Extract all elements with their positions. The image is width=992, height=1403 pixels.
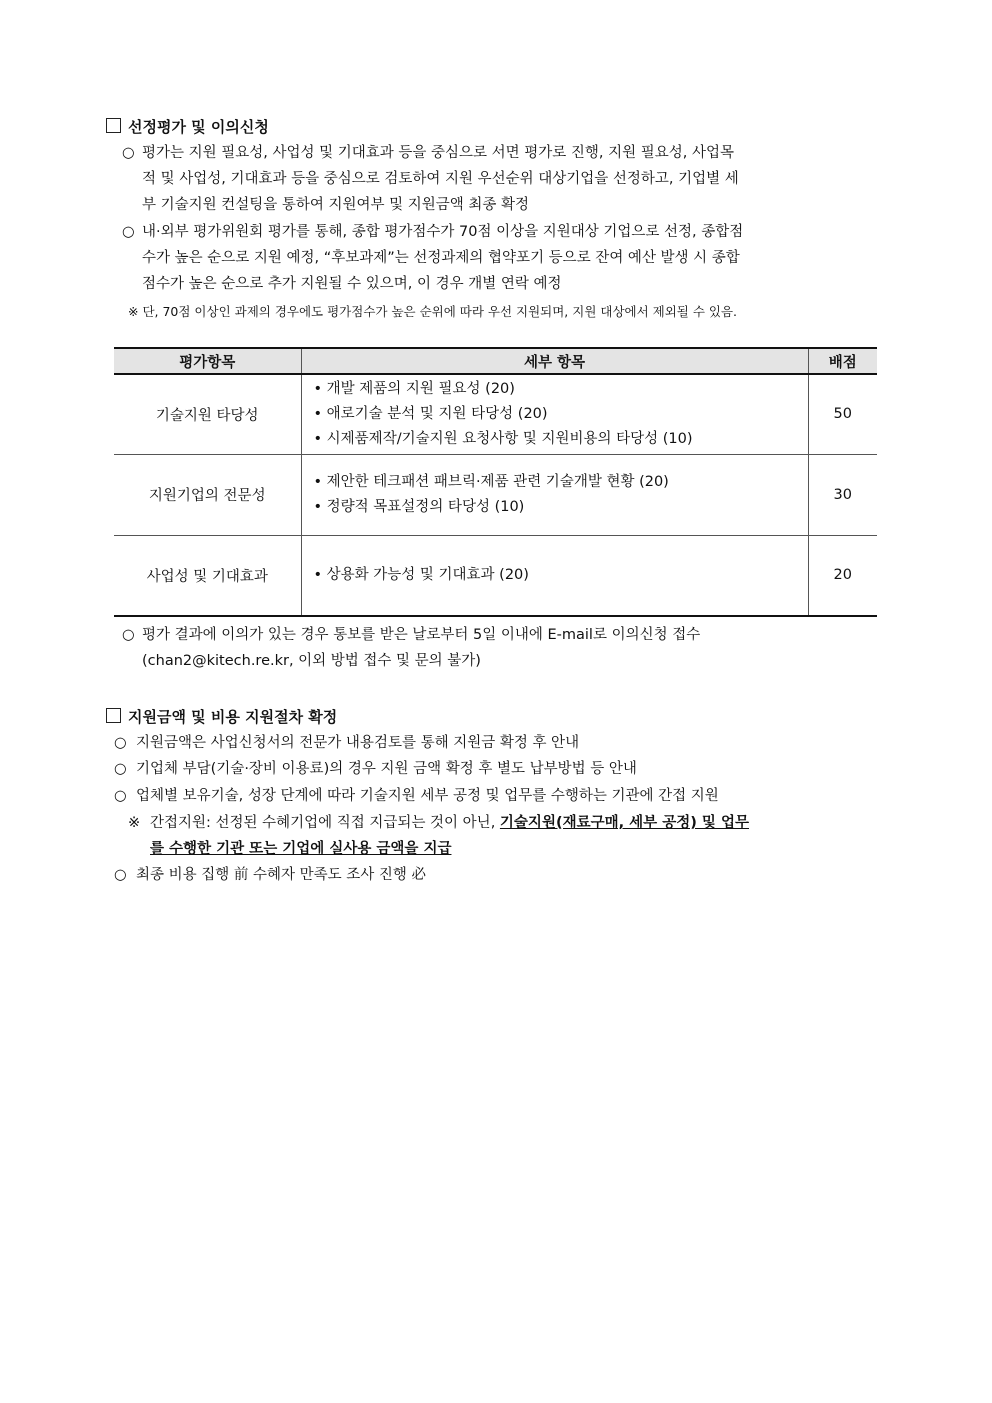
- bullet-line: 내·외부 평가위원회 평가를 통해, 종합 평가점수가 70점 이상을 지원대상 기업으로 선정, 종합점: [142, 224, 744, 240]
- row-item: 지원기업의 전문성: [114, 454, 301, 535]
- detail-line: • 상용화 가능성 및 기대효과 (20): [313, 566, 529, 583]
- note-plain-text: 간접지원: 선정된 수혜기업에 직접 지급되는 것이 아닌,: [150, 815, 496, 831]
- evaluation-bullet-2: [122, 219, 897, 297]
- circle-bullet-icon: ○: [114, 761, 127, 777]
- detail-line: • 제안한 테크패션 패브릭·제품 관련 기술개발 현황 (20): [313, 473, 669, 490]
- row-item: 기술지원 타당성: [114, 374, 301, 454]
- note-emphasis-1: 기술지원(재료구매, 세부 공정) 및 업무: [499, 815, 749, 831]
- header-score: 배점: [808, 348, 877, 374]
- bullet-text: 업체별 보유기술, 성장 단계에 따라 기술지원 세부 공정 및 업무를 수행하는 기관에 간접 지원: [136, 788, 719, 804]
- header-detail-item: 세부 항목: [301, 348, 808, 374]
- circle-bullet-icon: ○: [114, 735, 127, 751]
- detail-line: • 시제품제작/기술지원 요청사항 및 지원비용의 타당성 (10): [313, 430, 693, 447]
- circle-bullet-icon: ○: [114, 867, 127, 883]
- bullet-line: 평가 결과에 이의가 있는 경우 통보를 받은 날로부터 5일 이내에 E-mail로 이의신청 접수: [142, 627, 701, 643]
- bullet-text: 지원금액은 사업신청서의 전문가 내용검토를 통해 지원금 확정 후 안내: [136, 735, 580, 751]
- funding-bullet-3: [114, 783, 897, 809]
- section-title-text: 선정평가 및 이의신청: [128, 118, 269, 136]
- note-line-2: [128, 836, 898, 862]
- evaluation-bullet-1: [122, 140, 897, 218]
- circle-bullet-icon: ○: [122, 627, 135, 643]
- circle-bullet-icon: ○: [114, 788, 127, 804]
- note-line-1: [128, 810, 898, 836]
- bullet-line: 평가는 지원 필요성, 사업성 및 기대효과 등을 중심으로 서면 평가로 진행, 지원 필요성, 사업목: [142, 145, 735, 161]
- section-title-evaluation: [106, 116, 269, 137]
- note-emphasis-2: 를 수행한 기관 또는 기업에 실사용 금액을 지급: [150, 841, 452, 857]
- circle-bullet-icon: ○: [122, 224, 135, 240]
- checkbox-square-icon: [106, 708, 121, 723]
- row-score: 20: [808, 535, 877, 616]
- funding-bullet-4: [114, 862, 897, 888]
- section-title-funding: [106, 706, 337, 727]
- row-item: 사업성 및 기대효과: [114, 535, 301, 616]
- reference-mark-icon: ※: [128, 815, 141, 831]
- detail-line: • 애로기술 분석 및 지원 타당성 (20): [313, 405, 548, 422]
- table-row: [114, 374, 877, 454]
- evaluation-note: ※ 단, 70점 이상인 과제의 경우에도 평가점수가 높은 순위에 따라 우선 지원되며, 지원 대상에서 제외될 수 있음.: [128, 304, 738, 319]
- circle-bullet-icon: ○: [122, 145, 135, 161]
- row-score: 50: [808, 374, 877, 454]
- table-row: [114, 454, 877, 535]
- funding-bullet-1: [114, 730, 897, 756]
- funding-bullet-2: [114, 756, 897, 782]
- bullet-line: 수가 높은 순으로 지원 예정, “후보과제”는 선정과제의 협약포기 등으로 잔여 예산 발생 시 종합: [142, 250, 740, 266]
- bullet-line: 부 기술지원 컨설팅을 통하여 지원여부 및 지원금액 최종 확정: [142, 197, 530, 213]
- row-details: [301, 454, 808, 535]
- checkbox-square-icon: [106, 118, 121, 133]
- table-row: [114, 535, 877, 616]
- bullet-line: 적 및 사업성, 기대효과 등을 중심으로 검토하여 지원 우선순위 대상기업을 선정하고, 기업별 세: [142, 171, 739, 187]
- detail-line: • 정량적 목표설정의 타당성 (10): [313, 498, 525, 515]
- bullet-text: 기업체 부담(기술·장비 이용료)의 경우 지원 금액 확정 후 별도 납부방법 등 안내: [136, 761, 637, 777]
- row-details: [301, 374, 808, 454]
- bullet-line: 점수가 높은 순으로 추가 지원될 수 있으며, 이 경우 개별 연락 예정: [142, 276, 562, 292]
- bullet-line: (chan2@kitech.re.kr, 이외 방법 접수 및 문의 불가): [142, 653, 481, 669]
- row-score: 30: [808, 454, 877, 535]
- evaluation-table: [114, 347, 877, 617]
- appeal-bullet: [122, 622, 897, 674]
- bullet-text: 최종 비용 집행 前 수혜자 만족도 조사 진행 必: [136, 867, 426, 883]
- indirect-support-note: [128, 810, 898, 862]
- section-title-text: 지원금액 및 비용 지원절차 확정: [128, 708, 338, 726]
- table-header-row: [114, 348, 877, 374]
- row-details: [301, 535, 808, 616]
- detail-line: • 개발 제품의 지원 필요성 (20): [313, 380, 515, 397]
- header-evaluation-item: 평가항목: [114, 348, 301, 374]
